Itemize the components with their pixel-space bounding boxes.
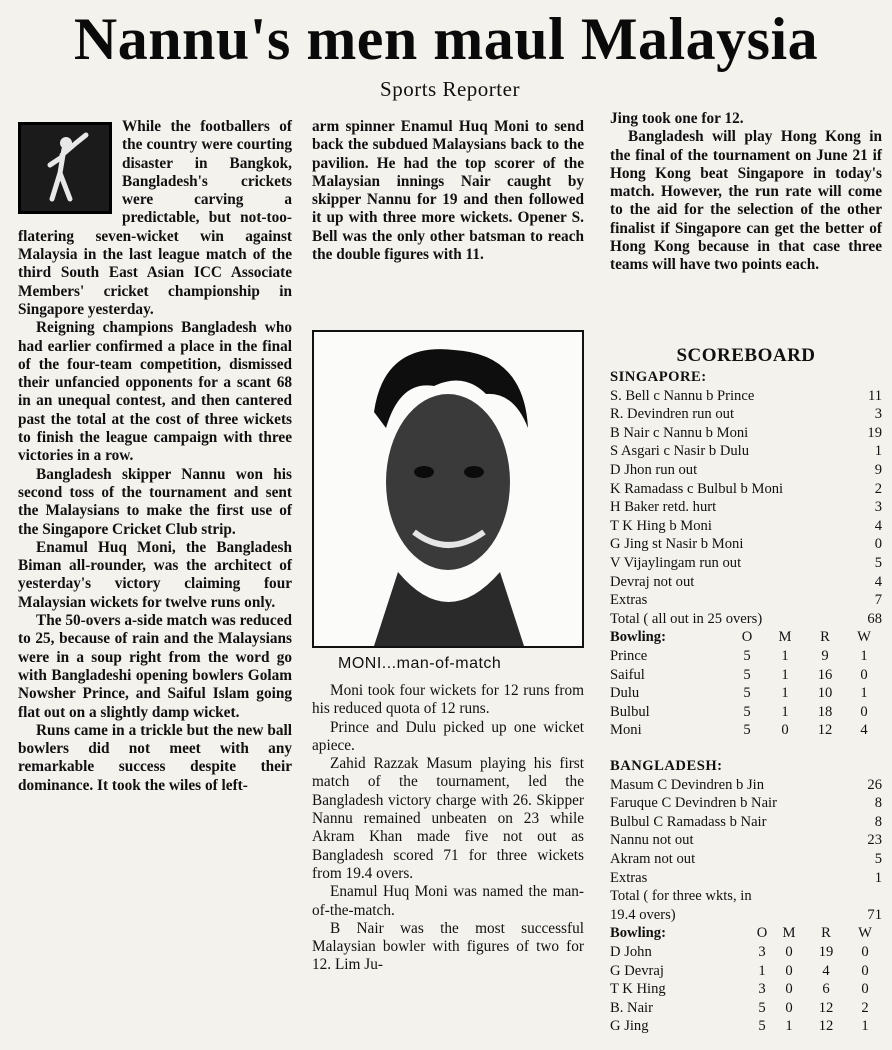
article-column-2-continued — [312, 682, 584, 975]
team-heading: SINGAPORE: — [610, 369, 707, 385]
batting-row: B Nair c Nannu b Moni 19 — [610, 424, 882, 441]
total-line: Total ( for three wkts, in — [610, 888, 752, 905]
team-heading: BANGLADESH: — [610, 758, 723, 774]
paragraph: Bangladesh will play Hong Kong in the final of the tournament on June 21 if Hong Kong beat Singapore in today's match. However, the run rate will come to the aid for the selection of the other finalist if Singapore can get the better of Hong Kong because in that case three teams will have two points each. — [610, 128, 882, 274]
scoreboard-title: SCOREBOARD — [676, 345, 816, 366]
headline: Nannu's men maul Malaysia — [73, 6, 819, 72]
batting-row: K Ramadass c Bulbul b Moni 2 — [610, 480, 882, 497]
bowling-header: Bowling: O M R W — [610, 629, 871, 646]
total-line: 19.4 overs) 71 — [610, 906, 882, 923]
bowling-row: Dulu 5 1 10 1 — [610, 685, 868, 702]
batting-row: G Jing st Nasir b Moni 0 — [610, 536, 882, 553]
moni-portrait-photo — [312, 330, 584, 648]
article-column-3 — [610, 110, 882, 275]
batting-row: Akram not out 5 — [610, 850, 882, 867]
batting-row: Masum C Devindren b Jin 26 — [610, 776, 882, 793]
batting-row: Faruque C Devindren b Nair 8 — [610, 795, 882, 812]
bowling-header: Bowling: O M R W — [610, 925, 872, 942]
paragraph: The 50-overs a-side match was reduced to 25, because of rain and the Malaysians were in a soup right from the word go with Bangladeshi opening bowlers Golam Nowsher Prince, and Saiful Islam going flat out on a slightly damp wicket. — [18, 612, 292, 721]
bowling-row: Prince 5 1 9 1 — [610, 647, 868, 664]
batting-row: Total ( all out in 25 overs) 68 — [610, 610, 882, 627]
paragraph: While the footballers of the country were courting disaster in Bangkok, Bangladesh's crickets were carving a predictable, but not-too-flatering seven-wicket win against Malaysia in the last league match of the third South East Asian ICC Associate Members' cricket championship in Singapore yesterday. — [18, 118, 292, 318]
batting-row: V Vijaylingam run out 5 — [610, 554, 882, 571]
paragraph: Jing took one for 12. — [610, 110, 744, 127]
bowling-row: Bulbul 5 1 18 0 — [610, 703, 868, 720]
singapore-scorecard — [610, 368, 882, 740]
bowling-row: D John 3 0 19 0 — [610, 943, 869, 960]
batting-row: Devraj not out 4 — [610, 573, 882, 590]
batting-row: H Baker retd. hurt 3 — [610, 499, 882, 516]
bowling-row: Moni 5 0 12 4 — [610, 722, 868, 739]
batting-row: T K Hing b Moni 4 — [610, 517, 882, 534]
paragraph: arm spinner Enamul Huq Moni to send back the subdued Malaysians back to the pavilion. He had the top scorer of the Malaysian innings Nair caught by skipper Nannu for 19 and then followed it up with three more wickets. Opener S. Bell was the only other batsman to reach the double figures with 11. — [312, 118, 584, 264]
batting-row: D Jhon run out 9 — [610, 461, 882, 478]
bangladesh-scorecard — [610, 757, 882, 1036]
paragraph: Moni took four wickets for 12 runs from his reduced quota of 12 runs. — [312, 682, 584, 718]
paragraph: Zahid Razzak Masum playing his first match of the tournament, led the Bangladesh victory charge with 26. Skipper Nannu remained unbeaten on 23 while Akram Khan made five not out as Bangladesh scored 71 for three wickets from 19.4 overs. — [312, 755, 584, 882]
batting-row: Bulbul C Ramadass b Nair 8 — [610, 813, 882, 830]
bowling-row: G Jing 5 1 12 1 — [610, 1018, 869, 1035]
paragraph: Runs came in a trickle but the new ball bowlers did not meet with any remarkable success despite their dominance. It took the wiles of left- — [18, 721, 292, 794]
cricketer-thumbnail-icon — [18, 122, 112, 214]
paragraph: Enamul Huq Moni was named the man-of-the-match. — [312, 883, 584, 919]
batting-row: S. Bell c Nannu b Prince 11 — [610, 387, 882, 404]
byline: Sports Reporter — [380, 77, 520, 101]
batting-row: S Asgari c Nasir b Dulu 1 — [610, 443, 882, 460]
paragraph: Reigning champions Bangladesh who had earlier confirmed a place in the final of the four-team competition, dismissed their unfancied opponents for a scant 68 in an unequal contest, and then cantered past the total at the cost of three wickets to finish the league campaign with three victories in a row. — [18, 319, 292, 465]
batting-row: Extras 7 — [610, 592, 882, 609]
bowling-row: B. Nair 5 0 12 2 — [610, 999, 869, 1016]
batting-row: Extras 1 — [610, 869, 882, 886]
bowling-row: Saiful 5 1 16 0 — [610, 666, 868, 683]
paragraph: Bangladesh skipper Nannu won his second toss of the tournament and sent the Malaysians to make the first use of the Singapore Cricket Club strip. — [18, 465, 292, 538]
bowling-row: G Devraj 1 0 4 0 — [610, 962, 869, 979]
article-column-1 — [18, 118, 292, 795]
photo-caption: MONI...man-of-match — [338, 655, 502, 672]
batting-row: Nannu not out 23 — [610, 832, 882, 849]
paragraph: Prince and Dulu picked up one wicket apiece. — [312, 718, 584, 754]
bowling-row: T K Hing 3 0 6 0 — [610, 981, 869, 998]
batting-row: R. Devindren run out 3 — [610, 406, 882, 423]
paragraph: B Nair was the most successful Malaysian bowler with figures of two for 12. Lim Ju- — [312, 919, 584, 974]
paragraph: Enamul Huq Moni, the Bangladesh Biman all-rounder, was the architect of yesterday's victory claiming four Malaysian wickets for twelve runs only. — [18, 538, 292, 611]
article-column-2 — [312, 118, 584, 264]
